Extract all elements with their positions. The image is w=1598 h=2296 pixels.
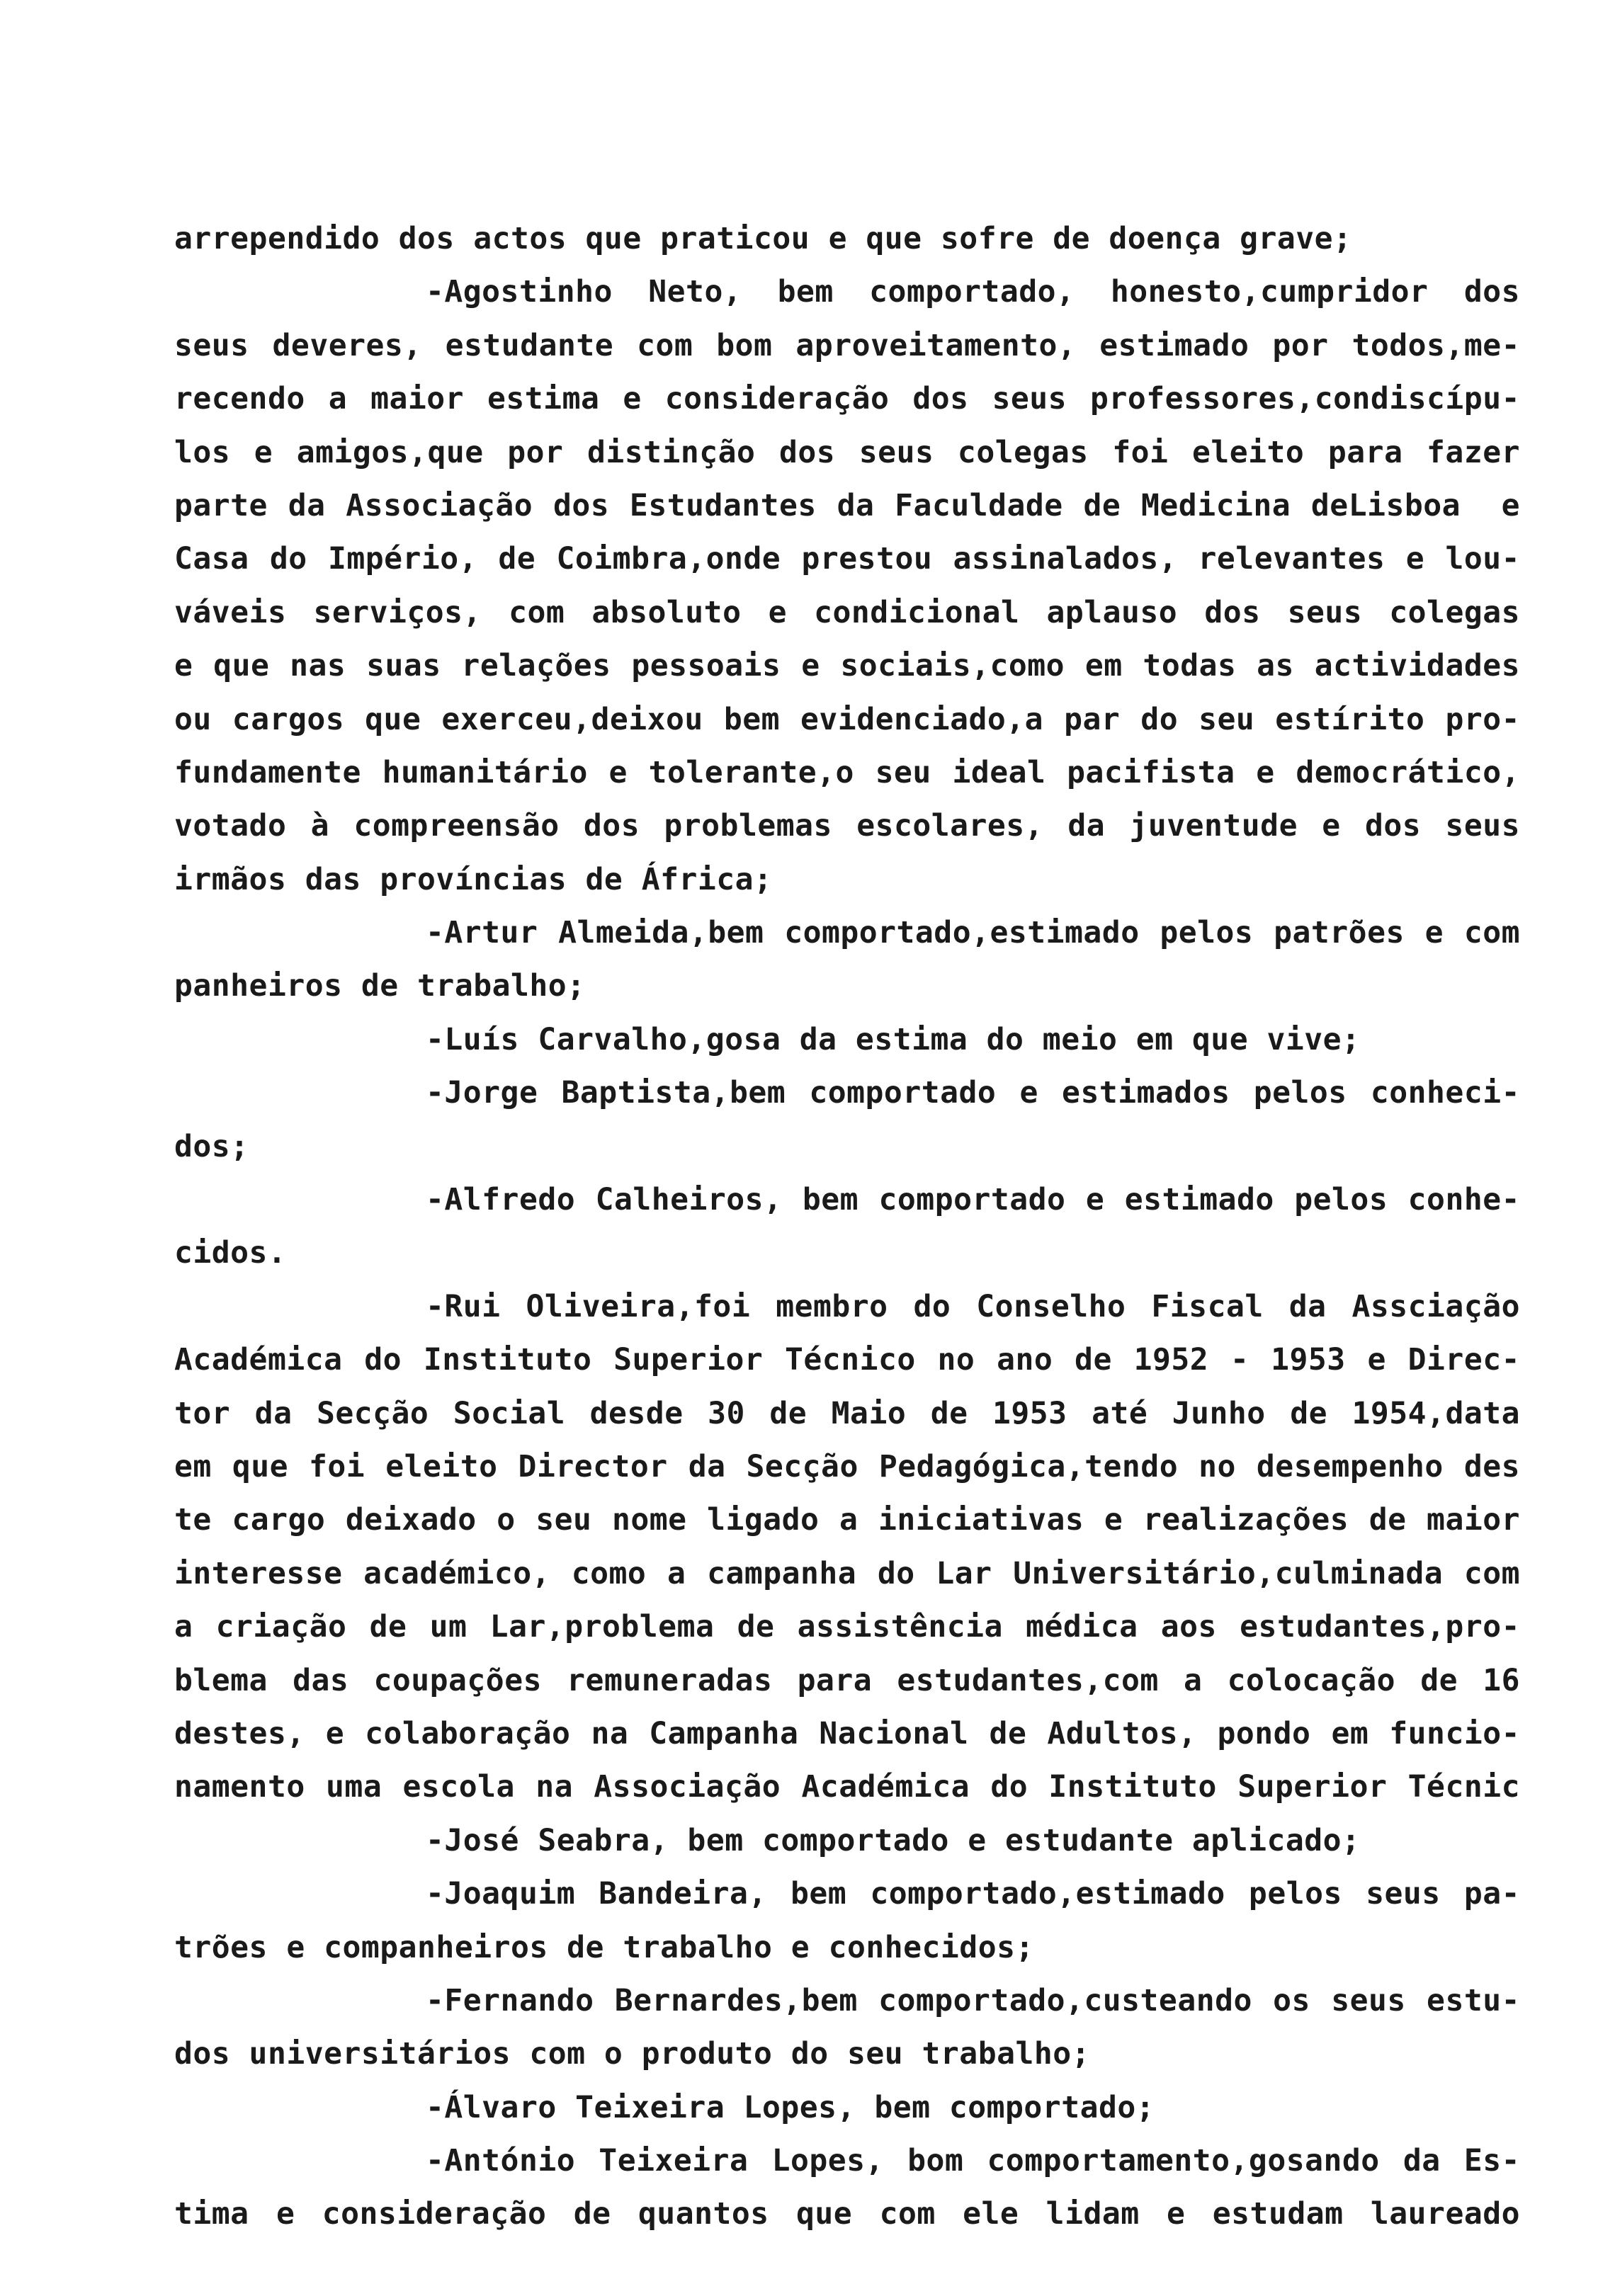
text-line: váveis serviços, com absoluto e condicional aplauso dos seus colegas (174, 594, 1520, 630)
text-line: -Rui Oliveira,foi membro do Conselho Fiscal da Assciação (426, 1288, 1520, 1324)
text-line: -Agostinho Neto, bem comportado, honesto,cumpridor dos (426, 274, 1520, 310)
text-line: dos; (174, 1128, 249, 1164)
text-line: recendo a maior estima e consideração dos seus professores,condiscípu- (174, 381, 1520, 417)
text-line: ou cargos que exerceu,deixou bem evidenciado,a par do seu estírito pro- (174, 701, 1520, 737)
document-body (174, 212, 1520, 2241)
text-line: -Artur Almeida,bem comportado,estimado pelos patrões e com (426, 915, 1520, 951)
text-line: tima e consideração de quantos que com ele lidam e estudam laureado (174, 2196, 1520, 2232)
text-line: panheiros de trabalho; (174, 968, 586, 1004)
text-line: a criação de um Lar,problema de assistência médica aos estudantes,pro- (174, 1609, 1520, 1645)
text-line: -Álvaro Teixeira Lopes, bem comportado; (426, 2089, 1155, 2125)
text-line: e que nas suas relações pessoais e sociais,como em todas as actividades (174, 648, 1520, 684)
text-line: votado à compreensão dos problemas escolares, da juventude e dos seus (174, 808, 1520, 844)
text-line: tor da Secção Social desde 30 de Maio de 1953 até Junho de 1954,data (174, 1395, 1520, 1431)
text-line: Académica do Instituto Superior Técnico no ano de 1952 - 1953 e Direc- (174, 1342, 1520, 1378)
text-line: arrependido dos actos que praticou e que sofre de doença grave; (174, 221, 1352, 256)
text-line: interesse académico, como a campanha do Lar Universitário,culminada com (174, 1555, 1520, 1591)
text-line: los e amigos,que por distinção dos seus colegas foi eleito para fazer (174, 434, 1520, 470)
text-line: trões e companheiros de trabalho e conhecidos; (174, 1929, 1034, 1965)
text-line: -Joaquim Bandeira, bem comportado,estimado pelos seus pa- (426, 1876, 1520, 1912)
text-line: irmãos das províncias de África; (174, 861, 773, 897)
text-line: blema das coupações remuneradas para estudantes,com a colocação de 16 (174, 1662, 1520, 1698)
text-line: parte da Associação dos Estudantes da Faculdade de Medicina deLisboa e (174, 487, 1520, 523)
text-line: namento uma escola na Associação Académica do Instituto Superior Técnic (174, 1769, 1520, 1805)
text-line: -Jorge Baptista,bem comportado e estimados pelos conheci- (426, 1075, 1520, 1111)
text-line: destes, e colaboração na Campanha Nacional de Adultos, pondo em funcio- (174, 1715, 1520, 1751)
text-line: -José Seabra, bem comportado e estudante aplicado; (426, 1822, 1361, 1858)
text-line: cidos. (174, 1235, 287, 1271)
text-line: -Fernando Bernardes,bem comportado,custeando os seus estu- (426, 1982, 1520, 2018)
text-line: te cargo deixado o seu nome ligado a iniciativas e realizações de maior (174, 1502, 1520, 1538)
text-line: -Alfredo Calheiros, bem comportado e estimado pelos conhe- (426, 1182, 1520, 1218)
text-line: fundamente humanitário e tolerante,o seu ideal pacifista e democrático, (174, 754, 1520, 790)
text-line: -António Teixeira Lopes, bom comportamento,gosando da Es- (426, 2143, 1520, 2179)
text-line: dos universitários com o produto do seu trabalho; (174, 2036, 1091, 2072)
text-line: Casa do Império, de Coimbra,onde prestou assinalados, relevantes e lou- (174, 541, 1520, 577)
text-line: em que foi eleito Director da Secção Pedagógica,tendo no desempenho des (174, 1448, 1520, 1484)
text-line: -Luís Carvalho,gosa da estima do meio em que vive; (426, 1021, 1361, 1057)
text-line: seus deveres, estudante com bom aproveitamento, estimado por todos,me- (174, 327, 1520, 363)
